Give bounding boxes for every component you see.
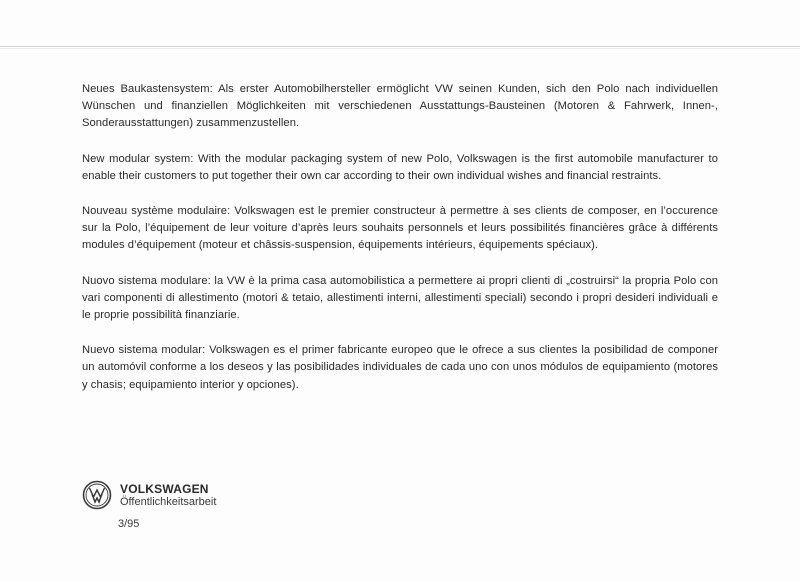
paragraph-italian: Nuovo sistema modulare: la VW è la prima casa automobilistica a permettere ai propri clienti di „costruirsi“ la propria Polo con vari componenti di allestimento (motori & tetaio, allestimenti interni, allestimenti speciali) secondo i propri desideri individuali e le proprie possibilità finanziarie. [82,274,718,322]
top-divider-shadow [0,48,800,49]
body-text [82,81,718,412]
footer [82,480,382,550]
paragraph-french: Nouveau système modulaire: Volkswagen est le premier constructeur à permettre à ses clients de composer, en l’occurence sur la Polo, l’équipement de leur voiture d’après leurs souhaits personnels et leurs possibilités financières grâce à différents modules d’équipement (moteur et châssis-suspension, équipements intérieurs, équipements spéciaux). [82,205,718,252]
paragraph-german: Neues Baukastensystem: Als erster Automobilhersteller ermöglicht VW seinen Kunden, sich den Polo nach individuellen Wünschen und finanziellen Möglichkeiten mit verschiedenen Ausstattungs-Bausteinen (Motoren & Fahrwerk, Innen-, Sonderausstattungen) zusammenzustellen. [82,83,718,130]
brand-name: VOLKSWAGEN [120,482,209,496]
vw-logo-icon [82,480,112,510]
top-divider [0,46,800,47]
paragraph-spanish: Nuevo sistema modular: Volkswagen es el primer fabricante europeo que le ofrece a sus clientes la posibilidad de componer un automóvil conforme a los deseos y las posibilidades individuales de cada uno con unos módulos de equipamiento (motores y chasis; equipamiento interior y opciones). [82,344,718,391]
paragraph-english: New modular system: With the modular packaging system of new Polo, Volkswagen is the first automobile manufacturer to enable their customers to put together their own car according to their own individual wishes and financial restraints. [82,152,718,182]
date-code: 3/95 [118,518,140,530]
department-name: Öffentlichkeitsarbeit [120,496,217,508]
